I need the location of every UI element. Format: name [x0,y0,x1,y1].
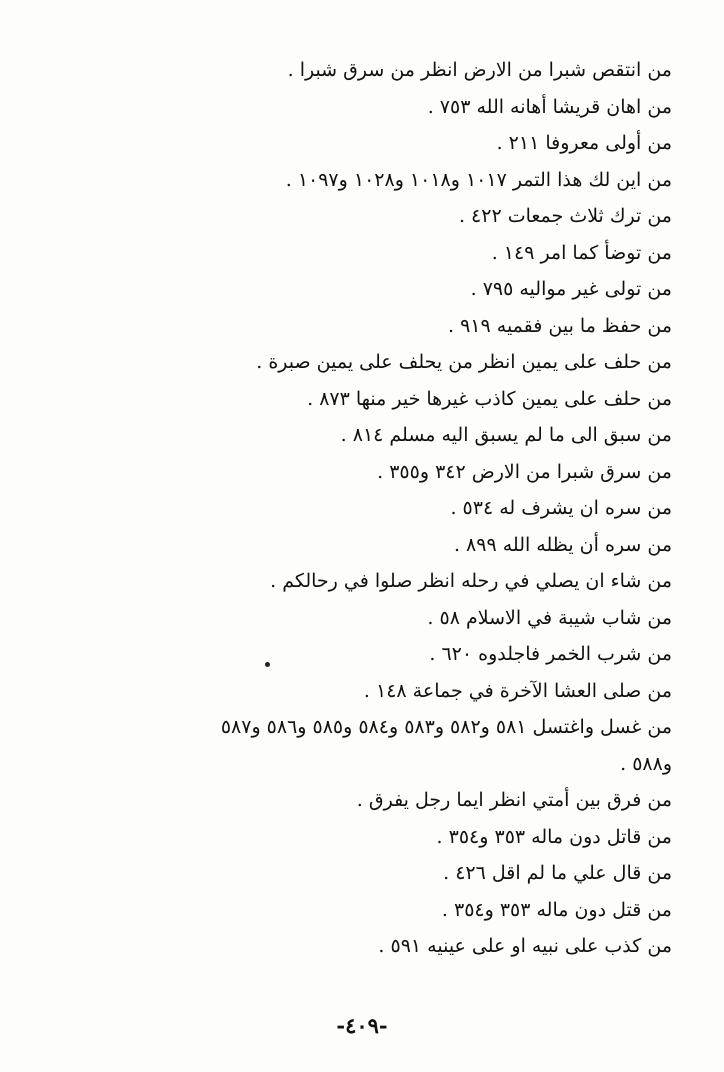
index-entry-continuation: و٥٨٨ . [620,752,672,775]
index-entry: من سبق الى ما لم يسبق اليه مسلم ٨١٤ . [340,424,672,446]
index-entry: من شرب الخمر فاجلدوه ٦٢٠ . [429,643,672,665]
index-entry: من تولى غير مواليه ٧٩٥ . [470,278,672,300]
page-number: -٤٠٩- [336,1013,388,1038]
index-entry: من سره ان يشرف له ٥٣٤ . [450,497,672,519]
index-entry: من توضأ كما امر ١٤٩ . [491,241,672,264]
ink-speck [265,662,270,667]
index-entry: من حفظ ما بين فقميه ٩١٩ . [448,314,672,337]
index-entry: من صلى العشا الآخرة في جماعة ١٤٨ . [363,679,672,702]
index-entry: من قال علي ما لم اقل ٤٢٦ . [443,862,672,884]
index-entry: من غسل واغتسل ٥٨١ و٥٨٢ و٥٨٣ و٥٨٤ و٥٨٥ و٥٨٦ و٥٨٧ [220,716,672,738]
index-entry: من أولى معروفا ٢١١ . [496,132,672,154]
index-entry: من حلف على يمين انظر من يحلف على يمين صبرة . [256,351,672,373]
index-entry: من ترك ثلاث جمعات ٤٢٢ . [458,205,672,227]
index-entry: من شاء ان يصلي في رحله انظر صلوا في رحالكم . [270,570,672,592]
index-entry: من حلف على يمين كاذب غيرها خير منها ٨٧٣ . [307,387,672,410]
index-entry: من قاتل دون ماله ٣٥٣ و٣٥٤ . [436,825,672,848]
index-entry: من كذب على نبيه او على عينيه ٥٩١ . [378,935,672,957]
index-entry: من اهان قريشا أهانه الله ٧٥٣ . [427,95,672,118]
index-entry: من سرق شبرا من الارض ٣٤٢ و٣٥٥ . [377,460,672,483]
index-entry: من فرق بين أمتي انظر ايما رجل يفرق . [356,789,672,811]
index-entry: من اين لك هذا التمر ١٠١٧ و١٠١٨ و١٠٢٨ و١٠٩٧ . [285,168,672,191]
index-entry: من شاب شيبة في الاسلام ٥٨ . [427,606,672,629]
index-entry: من سره أن يظله الله ٨٩٩ . [453,533,672,556]
index-entries [18,52,672,965]
index-entry: من قتل دون ماله ٣٥٣ و٣٥٤ . [441,898,672,921]
index-entry: من انتقص شبرا من الارض انظر من سرق شبرا . [287,59,672,81]
